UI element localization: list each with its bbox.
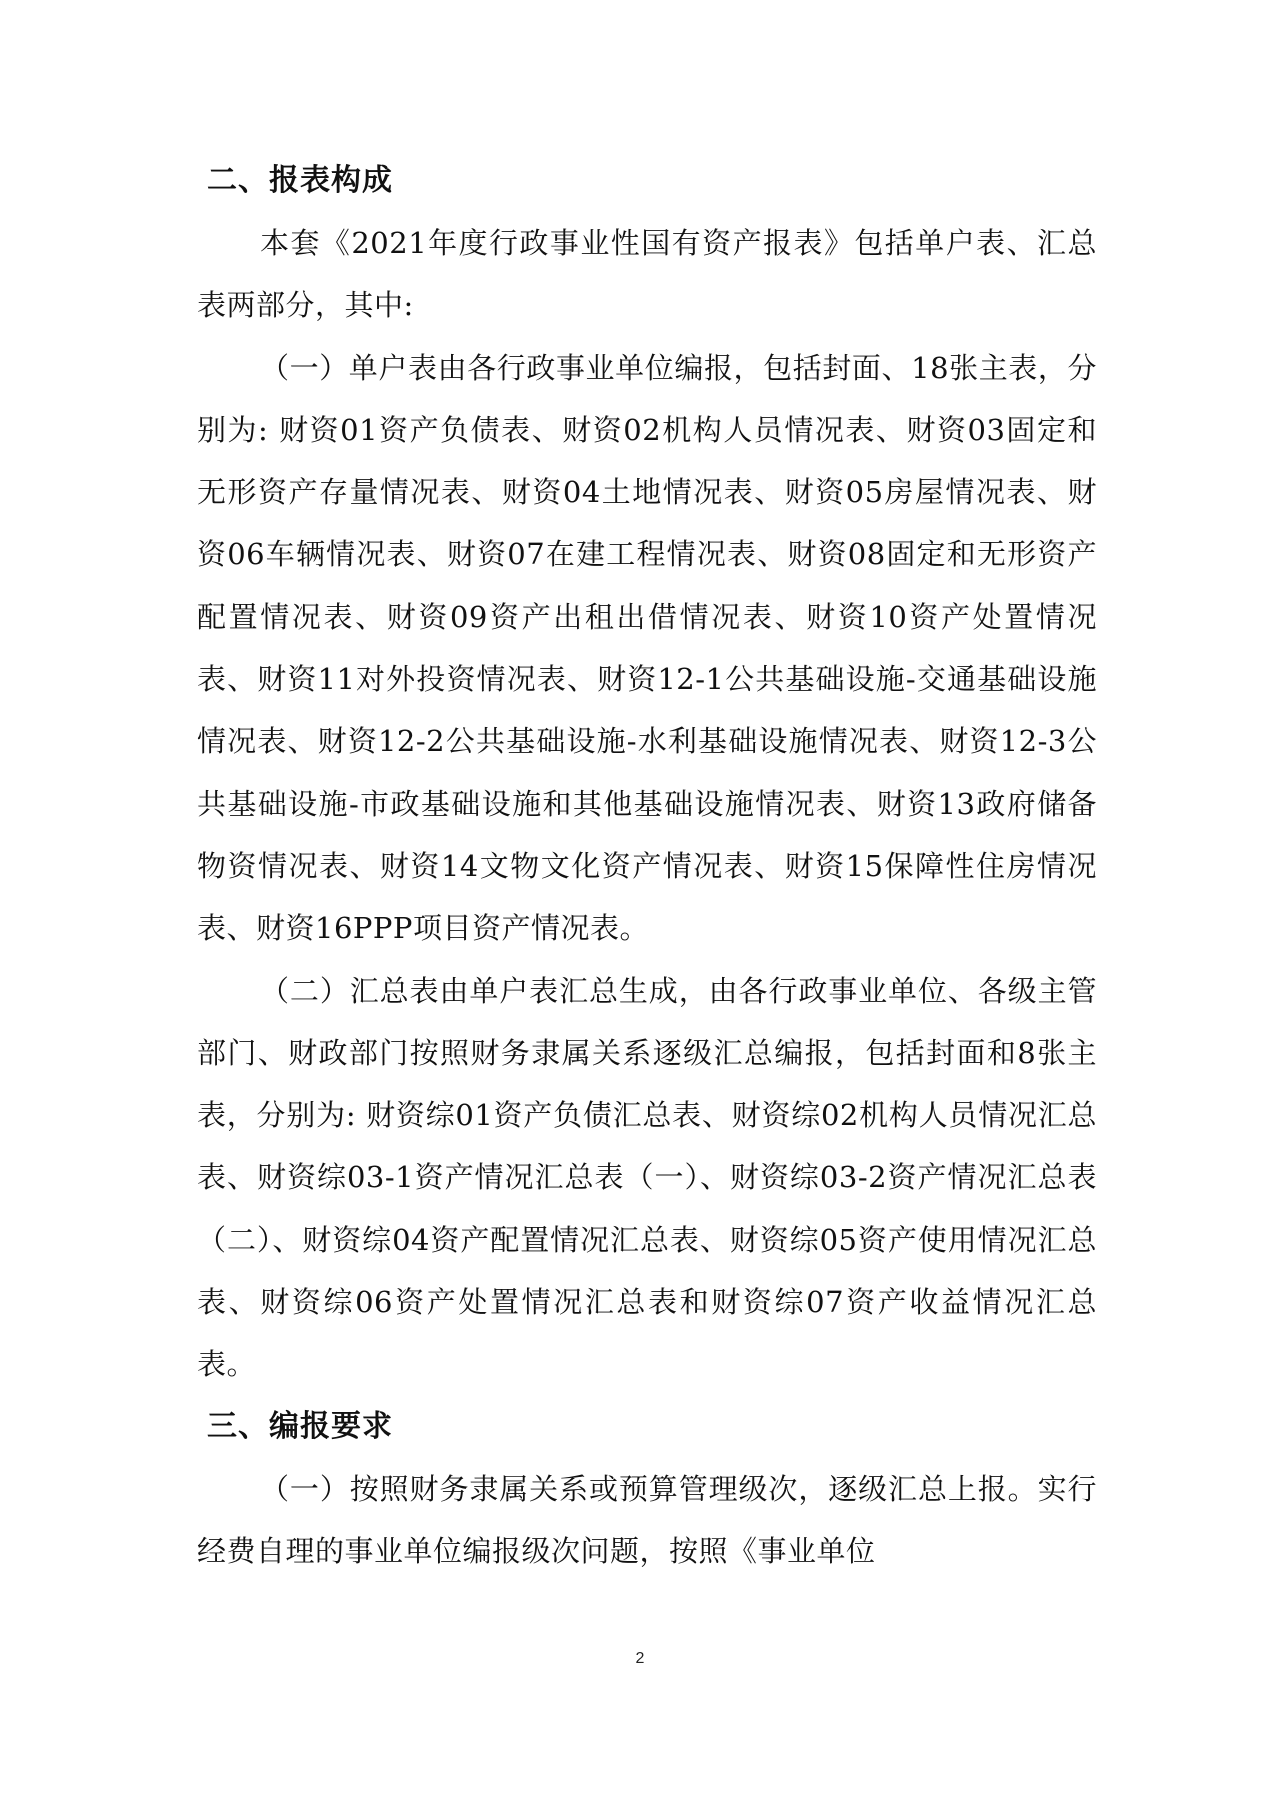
page-number: 2 — [635, 1650, 645, 1667]
section-heading-report-composition: 二、报表构成 — [207, 163, 393, 198]
paragraph-summary-tables: （二）汇总表由单户表汇总生成，由各行政事业单位、各级主管部门、财政部门按照财务隶属关系逐级汇总编报，包括封面和8张主表，分别为: 财资综01资产负债汇总表、财资综02机构人员情况汇总表、财资综03-1资产情况汇总表（一）、财资综03-2资产情况汇总表（二）、财资综04资产配置情况汇总表、财资综05资产使用情况汇总表、财资综06资产处置情况汇总表和财资综07资产收益情况汇总表。 — [197, 973, 1097, 1382]
paragraph-single-unit-tables: （一）单户表由各行政事业单位编报，包括封面、18张主表，分别为: 财资01资产负债表、财资02机构人员情况表、财资03固定和无形资产存量情况表、财资04土地情况表、财资05房屋情况表、财资06车辆情况表、财资07在建工程情况表、财资08固定和无形资产配置情况表、财资09资产出租出借情况表、财资10资产处置情况表、财资11对外投资情况表、财资12-1公共基础设施-交通基础设施情况表、财资12-2公共基础设施-水利基础设施情况表、财资12-3公共基础设施-市政基础设施和其他基础设施情况表、财资13政府储备物资情况表、财资14文物文化资产情况表、财资15保障性住房情况表、财资16PPP项目资产情况表。 — [197, 350, 1097, 946]
section-heading-reporting-requirements: 三、编报要求 — [207, 1408, 393, 1444]
paragraph-intro: 本套《2021年度行政事业性国有资产报表》包括单户表、汇总表两部分，其中: — [197, 226, 1097, 323]
document-body — [197, 150, 1097, 1582]
paragraph-requirement-1: （一）按照财务隶属关系或预算管理级次，逐级汇总上报。实行经费自理的事业单位编报级次问题，按照《事业单位 — [197, 1471, 1097, 1568]
